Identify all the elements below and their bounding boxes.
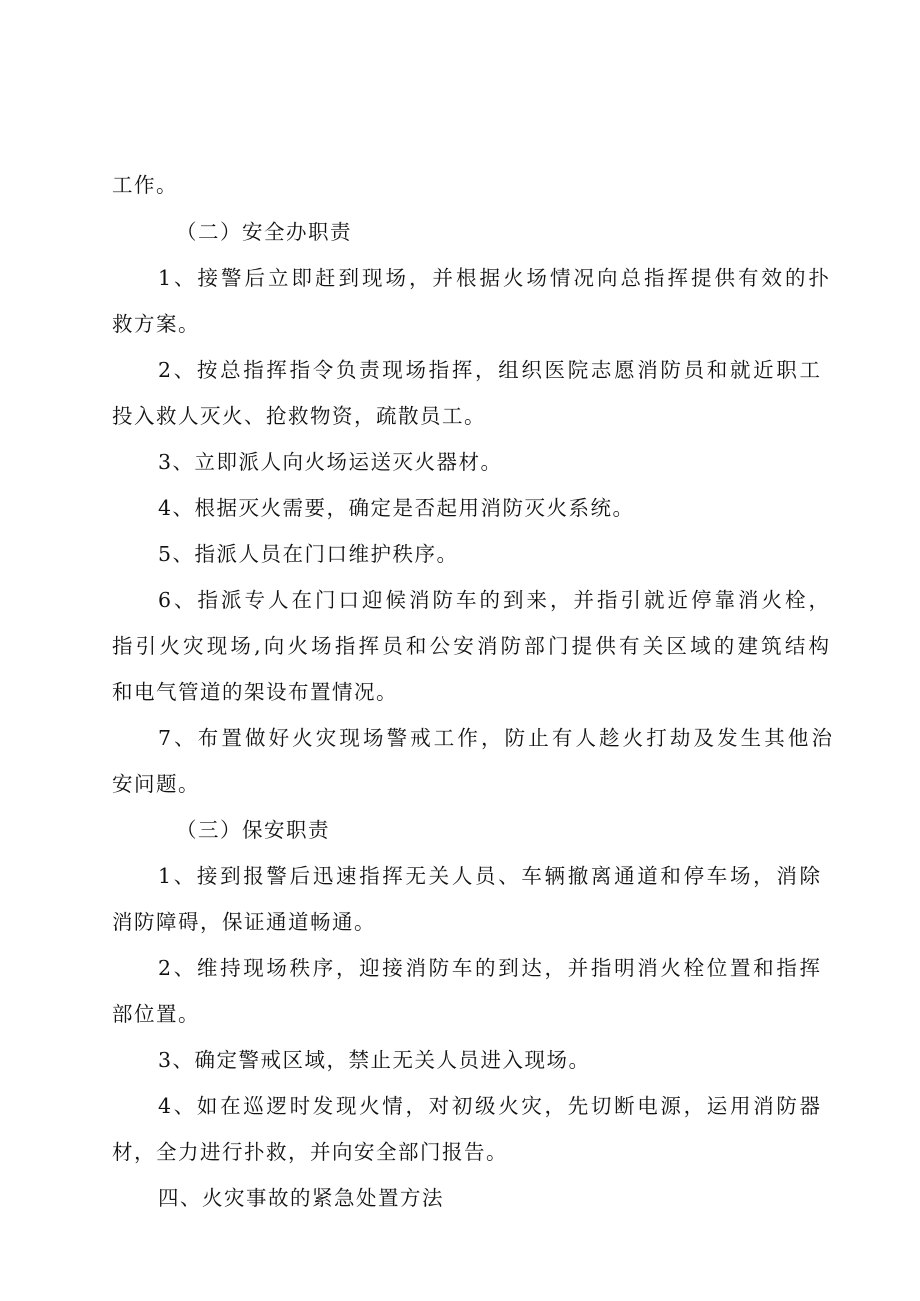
text-line: 1、接警后立即赶到现场，并根据火场情况向总指挥提供有效的扑 (158, 266, 829, 290)
text-line: 消防障碍，保证通道畅通。 (112, 910, 376, 934)
section-heading: 四、火灾事故的紧急处置方法 (158, 1186, 444, 1210)
text-line: 4、如在巡逻时发现火情，对初级火灾，先切断电源，运用消防器 (158, 1094, 820, 1118)
text-line: 指引火灾现场,向火场指挥员和公安消防部门提供有关区域的建筑结构 (112, 634, 829, 658)
text-line: 和电气管道的架设布置情况。 (112, 680, 398, 704)
text-line: 救方案。 (112, 312, 200, 336)
text-line: 工作。 (112, 173, 178, 197)
text-line: 6、指派专人在门口迎候消防车的到来，并指引就近停靠消火栓， (158, 588, 829, 612)
section-heading: （三）保安职责 (176, 818, 330, 842)
text-line: 5、指派人员在门口维护秩序。 (158, 542, 459, 566)
text-line: 4、根据灭火需要，确定是否起用消防灭火系统。 (158, 496, 635, 520)
text-line: 安问题。 (112, 772, 200, 796)
text-line: 1、接到报警后迅速指挥无关人员、车辆撤离通道和停车场，消除 (158, 864, 820, 888)
text-line: 3、立即派人向火场运送灭火器材。 (158, 450, 503, 474)
text-line: 2、维持现场秩序，迎接消防车的到达，并指明消火栓位置和指挥 (158, 956, 820, 980)
text-line: 3、确定警戒区域，禁止无关人员进入现场。 (158, 1048, 591, 1072)
text-line: 部位置。 (112, 1002, 200, 1026)
text-line: 投入救人灭火、抢救物资，疏散员工。 (112, 404, 486, 428)
text-line: 材，全力进行扑救，并向安全部门报告。 (112, 1140, 508, 1164)
text-line: 2、按总指挥指令负责现场指挥，组织医院志愿消防员和就近职工 (158, 358, 820, 382)
text-line: 7、布置做好火灾现场警戒工作，防止有人趁火打劫及发生其他治 (158, 726, 832, 750)
section-heading: （二）安全办职责 (176, 220, 352, 244)
